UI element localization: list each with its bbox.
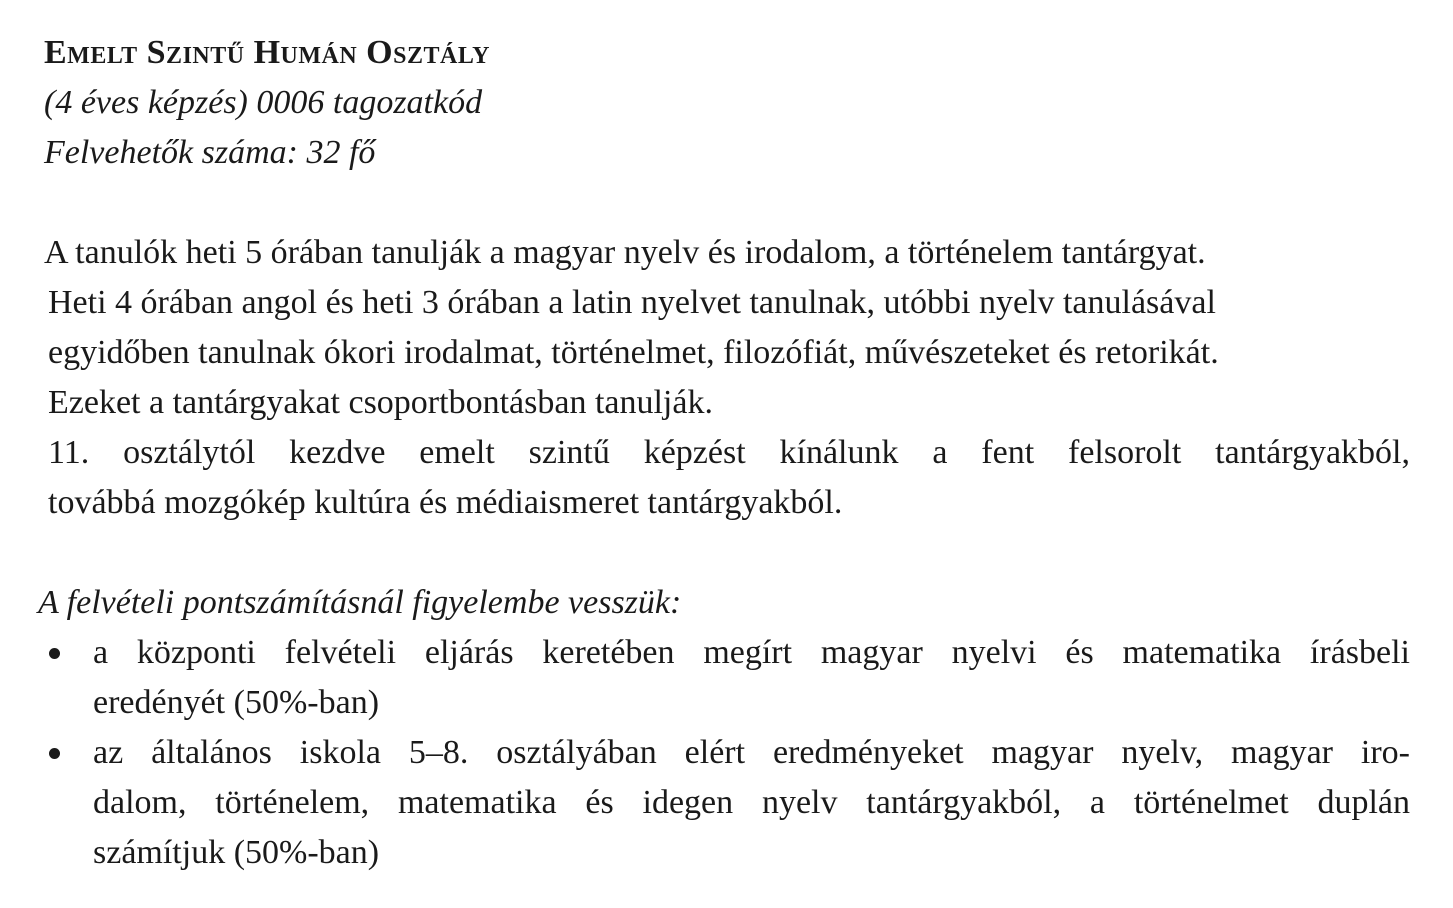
program-code-line: (4 éves képzés) 0006 tagozatkód — [44, 84, 483, 121]
list-item-line: dalom, történelem, matematika és idegen nyelv tantárgyakból, a történelmet duplán — [93, 784, 1410, 821]
document-page — [38, 28, 1410, 878]
description-line: A tanulók heti 5 órában tanulják a magyar nyelv és irodalom, a történelem tantárgyat. — [44, 234, 1206, 271]
list-item-line: a központi felvételi eljárás keretében megírt magyar nyelvi és matematika írásbeli — [93, 634, 1410, 671]
description-line: 11. osztálytól kezdve emelt szintű képzést kínálunk a fent felsorolt tantárgyakból, — [48, 434, 1410, 471]
description-line: egyidőben tanulnak ókori irodalmat, történelmet, filozófiát, művészeteket és retorikát. — [48, 334, 1219, 371]
admission-heading: A felvételi pontszámításnál figyelembe vesszük: — [38, 584, 682, 621]
description-line: továbbá mozgókép kultúra és médiaismeret tantárgyakból. — [48, 484, 843, 521]
capacity-line: Felvehetők száma: 32 fő — [44, 134, 376, 171]
admission-criteria-list — [44, 628, 1410, 878]
list-item-line: eredényét (50%-ban) — [93, 684, 380, 721]
list-item — [44, 728, 1410, 878]
list-item — [44, 628, 1410, 728]
list-item-line: számítjuk (50%-ban) — [93, 834, 380, 871]
list-item-line: az általános iskola 5–8. osztályában elért eredményeket magyar nyelv, magyar iro- — [93, 734, 1410, 771]
bullet-icon — [44, 628, 64, 678]
class-title: Emelt Szintű Humán Osztály — [44, 34, 490, 71]
description-paragraph — [44, 228, 1410, 528]
description-line: Heti 4 órában angol és heti 3 órában a latin nyelvet tanulnak, utóbbi nyelv tanulásával — [48, 284, 1216, 321]
description-line: Ezeket a tantárgyakat csoportbontásban tanulják. — [48, 384, 713, 421]
bullet-icon — [44, 728, 64, 778]
